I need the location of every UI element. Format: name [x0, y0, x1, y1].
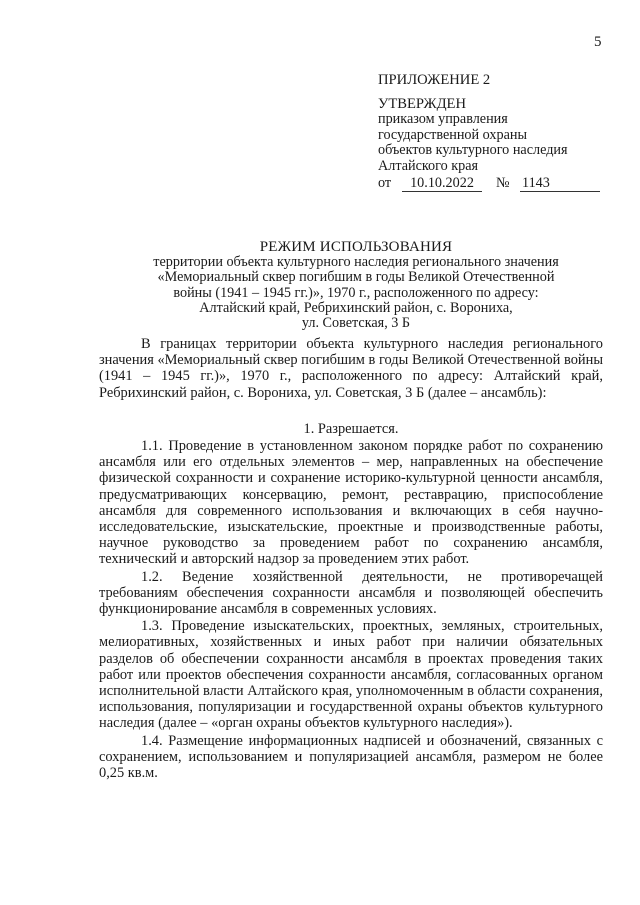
item-1-4: 1.4. Размещение информационных надписей и обозначений, связанных с сохранением, использованием и популяризацией ансамбля, размером не более 0,25 кв.м.	[99, 732, 603, 782]
regime-heading: РЕЖИМ ИСПОЛЬЗОВАНИЯ	[259, 239, 453, 255]
regime-line: ул. Советская, 3 Б	[301, 315, 411, 332]
item-1-2: 1.2. Ведение хозяйственной деятельности, не противоречащей требованиям обеспечения сохранности ансамбля и позволяющей обеспечить функционирование ансамбля в современных условиях.	[99, 568, 603, 618]
approval-line: приказом управления	[378, 111, 508, 128]
regime-line: Алтайский край, Ребрихинский район, с. Ворониха,	[199, 299, 513, 316]
annex-title: ПРИЛОЖЕНИЕ 2	[378, 72, 491, 88]
from-label: от	[378, 174, 392, 191]
order-line	[378, 176, 600, 193]
order-number: 1143	[520, 176, 600, 193]
page-number: 5	[594, 34, 602, 50]
section-title: 1. Разрешается.	[303, 421, 399, 437]
regime-header	[96, 240, 616, 331]
approved-title: УТВЕРЖДЕН	[378, 95, 466, 112]
approval-line: Алтайского края	[378, 157, 479, 174]
intro-paragraph	[99, 336, 603, 401]
approval-line: государственной охраны	[378, 126, 528, 143]
regime-line: войны (1941 – 1945 гг.)», 1970 г., расположенного по адресу:	[173, 284, 539, 301]
approval-block	[378, 73, 600, 192]
number-sign: №	[496, 174, 510, 191]
regime-line: территории объекта культурного наследия регионального значения	[153, 254, 559, 271]
intro-text: В границах территории объекта культурного наследия регионального значения «Мемориальный сквер погибшим в годы Великой Отечественной войны (1941 – 1945 гг.)», 1970 г., расположенного по адресу: Алтайский край, Ребрихинский район, с. Ворониха, ул. Советская, 3 Б (далее – ансамбль):	[99, 336, 603, 401]
items-list	[99, 438, 603, 781]
item-1-3: 1.3. Проведение изыскательских, проектных, земляных, строительных, мелиоративных, хозяйственных и иных работ при наличии обязательных разделов об обеспечении сохранности ансамбля в проектах проведения таких работ или проектов обеспечения сохранности ансамбля, согласованных органом исполнительной власти Алтайского края, уполномоченным в области сохранения, использования, популяризации и государственной охраны объектов культурного наследия (далее – «орган охраны объектов культурного наследия»).	[99, 618, 603, 732]
regime-line: «Мемориальный сквер погибшим в годы Великой Отечественной	[157, 269, 555, 286]
item-1-1: 1.1. Проведение в установленном законом порядке работ по сохранению ансамбля или его отдельных элементов – мер, направленных на обеспечение физической сохранности и сохранение историко-культурной ценности ансамбля, предусматривающих консервацию, ремонт, реставрацию, приспособление ансамбля для современного использования и включающих в себя научно-исследовательские, изыскательские, проектные и производственные работы, научное руководство за проведением работ по сохранению ансамбля, технический и авторский надзор за проведением этих работ.	[99, 438, 603, 568]
approval-line: объектов культурного наследия	[378, 142, 568, 159]
order-date: 10.10.2022	[402, 176, 482, 193]
